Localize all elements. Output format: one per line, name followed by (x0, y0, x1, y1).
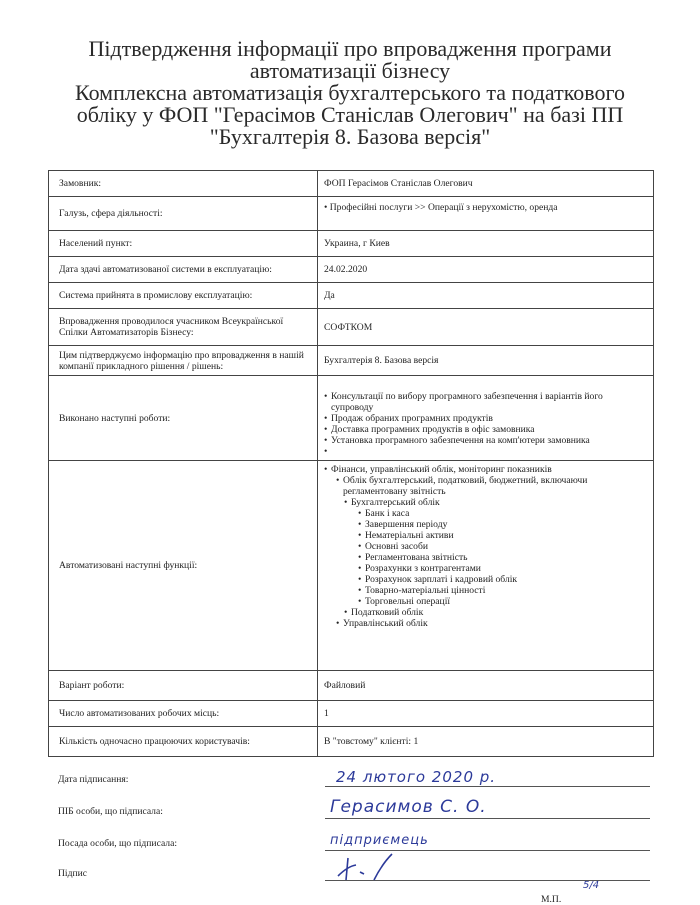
row-industry (49, 197, 654, 231)
row-accepted (49, 283, 654, 309)
list-item: • Облік бухгалтерський, податковий, бюджетний, включаючи регламентовану звітність (336, 475, 647, 497)
list-item: • Банк і каса (358, 508, 647, 519)
list-item: • Управлінський облік (336, 618, 647, 629)
list-item: • Бухгалтерський облік (344, 497, 647, 508)
row-implementer (49, 309, 654, 346)
handover-date-value: 24.02.2020 (318, 257, 654, 283)
row-users (49, 727, 654, 757)
signer-name-label: ПІБ особи, що підписала: (58, 806, 163, 817)
mode-label: Варіант роботи: (49, 671, 318, 701)
list-item: • Нематеріальні активи (358, 530, 647, 541)
accepted-label: Система прийнята в промислову експлуатацію: (49, 283, 318, 309)
title-line-4: обліку у ФОП "Герасімов Станіслав Олегович" на базі ПП (76, 102, 624, 127)
list-item: • Фінанси, управлінський облік, моніторинг показників (324, 464, 647, 475)
row-handover-date (49, 257, 654, 283)
solution-value: Бухгалтерія 8. Базова версія (318, 346, 654, 376)
industry-value: • Професійні послуги >> Операції з нерухомістю, оренда (318, 197, 654, 231)
list-item: • Завершення періоду (358, 519, 647, 530)
row-customer (49, 171, 654, 197)
row-workplaces (49, 701, 654, 727)
signer-position-line (325, 850, 650, 851)
mode-value: Файловий (318, 671, 654, 701)
list-item: • Розрахунки з контрагентами (358, 563, 647, 574)
page-mark-handwritten: 5/4 (583, 880, 600, 891)
handwritten-signature (330, 852, 400, 884)
stamp-placeholder: М.П. (541, 894, 562, 905)
title-line-3: Комплексна автоматизація бухгалтерського та податкового (75, 80, 625, 105)
signing-date-handwritten: 24 лютого 2020 р. (336, 768, 497, 786)
workplaces-value: 1 (318, 701, 654, 727)
works-list (324, 391, 647, 446)
list-item: • Розрахунок зарплаті і кадровий облік (358, 574, 647, 585)
functions-label: Автоматизовані наступні функції: (49, 461, 318, 671)
implementer-value: СОФТКОМ (318, 309, 654, 346)
row-mode (49, 671, 654, 701)
row-solution (49, 346, 654, 376)
list-item: • Доставка програмних продуктів в офіс замовника (324, 424, 647, 435)
title-line-2: автоматизації бізнесу (249, 58, 451, 83)
city-label: Населений пункт: (49, 231, 318, 257)
industry-label: Галузь, сфера діяльності: (49, 197, 318, 231)
title-line-5: "Бухгалтерія 8. Базова версія" (209, 124, 491, 149)
customer-label: Замовник: (49, 171, 318, 197)
row-functions (49, 461, 654, 671)
users-value: В "товстому" клієнті: 1 (318, 727, 654, 757)
city-value: Украина, г Киев (318, 231, 654, 257)
signer-position-label: Посада особи, що підписала: (58, 838, 177, 849)
handover-date-label: Дата здачі автоматизованої системи в експлуатацію: (49, 257, 318, 283)
info-table (48, 170, 654, 757)
list-item: • Основні засоби (358, 541, 647, 552)
signer-position-handwritten: підприємець (330, 833, 429, 848)
signer-name-handwritten: Герасимов С. О. (330, 797, 487, 817)
row-works (49, 376, 654, 461)
implementer-label: Впровадження проводилося учасником Всеукраїнської Спілки Автоматизаторів Бізнесу: (49, 309, 318, 346)
list-item: • Товарно-матеріальні цінності (358, 585, 647, 596)
signer-name-line (325, 818, 650, 819)
document-title (30, 38, 670, 148)
list-item: • Консультації по вибору програмного забезпечення і варіантів його супроводу (324, 391, 647, 413)
list-item: • Установка програмного забезпечення на комп'ютери замовника (324, 435, 647, 446)
title-line-1: Підтвердження інформації про впровадження програми (88, 36, 612, 61)
row-city (49, 231, 654, 257)
signing-date-line (325, 786, 650, 787)
works-value (318, 376, 654, 461)
list-item: • Податковий облік (344, 607, 647, 618)
functions-value (318, 461, 654, 671)
users-label: Кількість одночасно працюючих користувачів: (49, 727, 318, 757)
list-item: • Регламентована звітність (358, 552, 647, 563)
list-item: • Торговельні операції (358, 596, 647, 607)
list-item: • Продаж обраних програмних продуктів (324, 413, 647, 424)
customer-value: ФОП Герасімов Станіслав Олегович (318, 171, 654, 197)
works-label: Виконано наступні роботи: (49, 376, 318, 461)
workplaces-label: Число автоматизованих робочих місць: (49, 701, 318, 727)
signing-date-label: Дата підписання: (58, 774, 129, 785)
solution-label: Цим підтверджуємо інформацію про впровадження в нашій компанії прикладного рішення / рішень: (49, 346, 318, 376)
accepted-value: Да (318, 283, 654, 309)
signature-label: Підпис (58, 868, 88, 879)
